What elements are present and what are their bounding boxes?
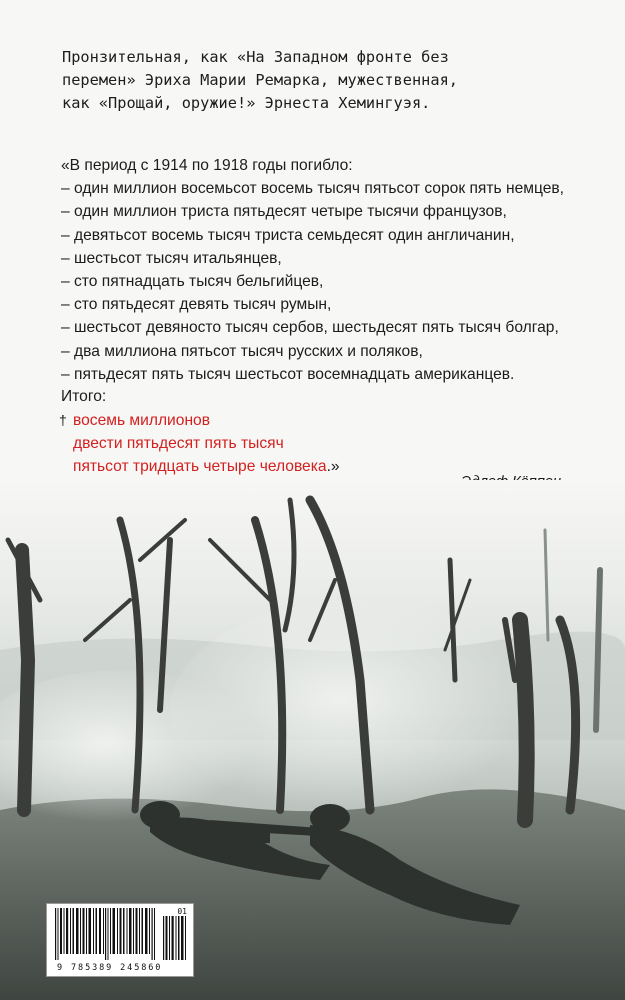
quote-closing: .» xyxy=(326,458,340,476)
casualty-item: – пятьдесят пять тысяч шестьсот восемнадцать американцев. xyxy=(61,365,515,383)
isbn-barcode xyxy=(46,903,194,977)
quote-opening: «В период с 1914 по 1918 годы погибло: xyxy=(61,157,353,174)
casualty-quote xyxy=(61,154,581,386)
barcode-addon: 01 xyxy=(177,907,187,916)
intro-line: перемен» Эриха Марии Ремарка, мужественная, xyxy=(62,71,459,89)
total-line: восемь миллионов xyxy=(73,412,211,429)
casualty-item: – сто пятьдесят девять тысяч румын, xyxy=(61,296,332,314)
casualty-item: – один миллион триста пятьдесят четыре тысячи французов, xyxy=(61,203,507,221)
casualty-item: – два миллиона пятьсот тысяч русских и поляков, xyxy=(61,342,423,360)
total-label: Итого: xyxy=(61,388,107,405)
intro-line: Пронзительная, как «На Западном фронте без xyxy=(62,48,449,66)
barcode-digits: 9 785389 245860 xyxy=(57,963,163,973)
casualty-item: – шестьсот девяносто тысяч сербов, шестьдесят пять тысяч болгар, xyxy=(61,319,559,337)
cross-icon: † xyxy=(59,412,67,428)
intro-line: как «Прощай, оружие!» Эрнеста Хемингуэя. xyxy=(62,94,431,112)
total-count xyxy=(61,409,340,479)
barcode-bars xyxy=(47,908,193,964)
casualty-item: – шестьсот тысяч итальянцев, xyxy=(61,249,282,267)
casualty-item: – девятьсот восемь тысяч триста семьдесят один англичанин, xyxy=(61,226,515,244)
casualty-item: – сто пятнадцать тысяч бельгийцев, xyxy=(61,273,324,291)
casualty-item: – один миллион восемьсот восемь тысяч пятьсот сорок пять немцев, xyxy=(61,180,565,198)
total-line: двести пятьдесят пять тысяч xyxy=(73,435,284,453)
total-line: пятьсот тридцать четыре человека xyxy=(73,458,327,476)
intro-blurb xyxy=(62,46,582,115)
